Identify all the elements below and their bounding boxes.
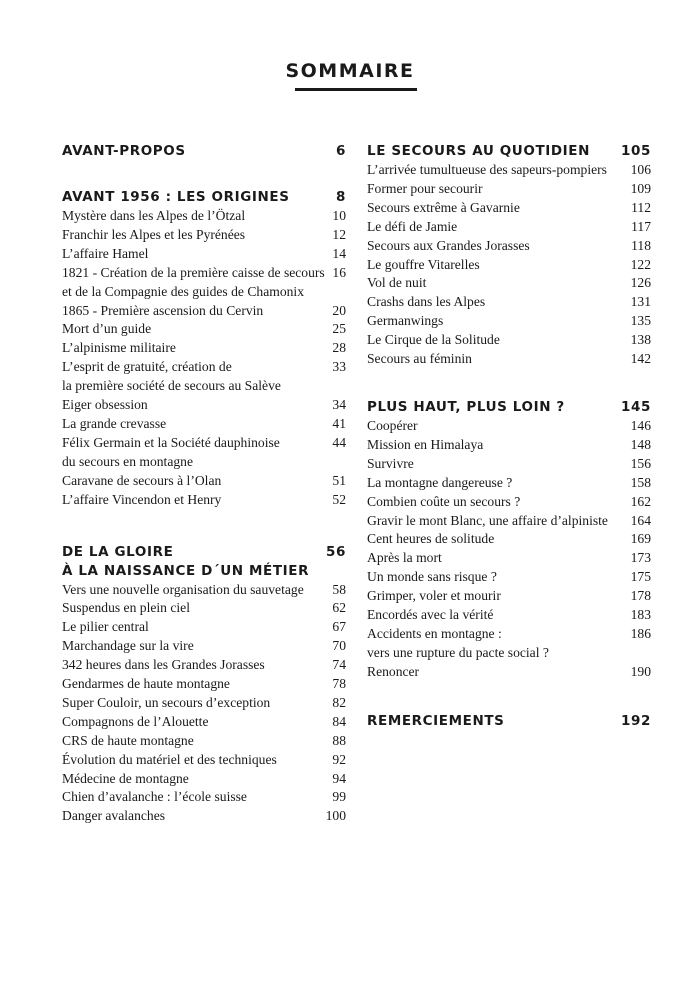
section-page: 6 bbox=[336, 143, 346, 159]
toc-entry-page: 142 bbox=[630, 351, 651, 367]
toc-entry[interactable] bbox=[62, 415, 346, 434]
toc-entry[interactable] bbox=[62, 618, 346, 637]
toc-entry-label: La grande crevasse bbox=[62, 415, 167, 431]
toc-entry-page: 82 bbox=[332, 694, 346, 710]
toc-entry-page: 183 bbox=[630, 607, 651, 623]
toc-entry-label: Mort d’un guide bbox=[62, 321, 152, 337]
toc-entry-page: 41 bbox=[332, 415, 346, 431]
toc-entry-page: 94 bbox=[332, 770, 346, 786]
toc-entry[interactable] bbox=[62, 637, 346, 656]
page-title: SOMMAIRE bbox=[285, 60, 415, 82]
toc-entry-page: 14 bbox=[332, 245, 346, 261]
toc-entry-label: Encordés avec la vérité bbox=[367, 607, 494, 623]
toc-entry-label: Secours aux Grandes Jorasses bbox=[367, 237, 530, 253]
toc-entry-label: Chien d’avalanche : l’école suisse bbox=[62, 789, 247, 805]
toc-entry[interactable] bbox=[62, 675, 346, 694]
toc-entry[interactable] bbox=[367, 180, 651, 199]
toc-entry-page: 62 bbox=[332, 600, 346, 616]
toc-entry-label: Caravane de secours à l’Olan bbox=[62, 472, 222, 488]
toc-entry-page: 84 bbox=[332, 713, 346, 729]
toc-entry-label: 342 heures dans les Grandes Jorasses bbox=[62, 657, 265, 673]
toc-entry[interactable] bbox=[367, 625, 651, 663]
toc-entry-label: L’alpinisme militaire bbox=[62, 340, 176, 356]
toc-right-column bbox=[367, 142, 651, 731]
toc-entry-page: 52 bbox=[332, 491, 346, 507]
toc-entry-page: 70 bbox=[332, 638, 346, 654]
toc-entry-page: 10 bbox=[332, 208, 346, 223]
toc-entry-label: Suspendus en plein ciel bbox=[62, 600, 190, 616]
toc-entry[interactable] bbox=[367, 331, 651, 350]
toc-entry-label: L’affaire Vincendon et Henry bbox=[62, 491, 222, 507]
toc-entry-page: 28 bbox=[332, 340, 346, 356]
section-origines[interactable] bbox=[62, 188, 346, 207]
toc-entry-page: 158 bbox=[630, 474, 651, 490]
toc-entry[interactable] bbox=[367, 606, 651, 625]
toc-entry-label: Germanwings bbox=[367, 313, 444, 329]
toc-entry-label: Super Couloir, un secours d’exception bbox=[62, 694, 271, 710]
toc-entry[interactable] bbox=[367, 218, 651, 237]
toc-entry[interactable] bbox=[62, 694, 346, 713]
toc-entry[interactable] bbox=[367, 417, 651, 436]
toc-entry-label: Mission en Himalaya bbox=[367, 436, 484, 452]
toc-entry-label: Coopérer bbox=[367, 417, 418, 433]
toc-entry-label: Vol de nuit bbox=[367, 275, 427, 291]
toc-entry-label: Secours au féminin bbox=[367, 351, 472, 367]
toc-entry[interactable] bbox=[62, 713, 346, 732]
toc-entry-label: L’affaire Hamel bbox=[62, 245, 149, 261]
toc-entry-label: L’arrivée tumultueuse des sapeurs-pompiers bbox=[367, 162, 607, 177]
toc-entry-page: 118 bbox=[631, 237, 651, 253]
toc-entry[interactable] bbox=[62, 245, 346, 264]
toc-entry[interactable] bbox=[62, 358, 346, 396]
toc-entry-label: La montagne dangereuse ? bbox=[367, 474, 513, 490]
toc-entry[interactable] bbox=[367, 312, 651, 331]
toc-entry[interactable] bbox=[367, 663, 651, 682]
toc-entry[interactable] bbox=[367, 512, 651, 531]
toc-entry[interactable] bbox=[62, 207, 346, 226]
toc-entry-page: 33 bbox=[332, 359, 346, 375]
toc-entry[interactable] bbox=[62, 770, 346, 789]
toc-entry-page: 109 bbox=[630, 180, 651, 196]
toc-entry-page: 44 bbox=[332, 434, 346, 450]
section-quotidien[interactable] bbox=[367, 142, 651, 161]
toc-entry-label: Cent heures de solitude bbox=[367, 531, 495, 547]
toc-entry[interactable] bbox=[62, 396, 346, 415]
toc-entry[interactable] bbox=[62, 732, 346, 751]
toc-entry-page: 78 bbox=[332, 676, 346, 692]
toc-entry[interactable] bbox=[367, 568, 651, 587]
toc-entry[interactable] bbox=[367, 530, 651, 549]
toc-entry-label: Franchir les Alpes et les Pyrénées bbox=[62, 226, 246, 242]
toc-entry[interactable] bbox=[367, 256, 651, 275]
toc-entry-page: 99 bbox=[332, 789, 346, 805]
toc-entry-label: Après la mort bbox=[367, 550, 442, 566]
toc-entry[interactable] bbox=[62, 581, 346, 600]
section-label: DE LA GLOIRE À LA NAISSANCE D´UN MÉTIER bbox=[62, 543, 310, 579]
toc-entry-page: 74 bbox=[332, 657, 346, 673]
section-label: REMERCIEMENTS bbox=[367, 712, 505, 729]
toc-entry-label: Combien coûte un secours ? bbox=[367, 493, 521, 509]
toc-entry-page: 131 bbox=[630, 294, 651, 310]
toc-entry-label: Le gouffre Vitarelles bbox=[367, 256, 480, 272]
section-page: 56 bbox=[326, 543, 346, 560]
toc-entry-label: Le pilier central bbox=[62, 619, 149, 635]
toc-entry[interactable] bbox=[367, 455, 651, 474]
toc-entry-page: 169 bbox=[630, 531, 651, 547]
toc-entry-label: Vers une nouvelle organisation du sauvetage bbox=[62, 581, 304, 597]
section-gloire[interactable] bbox=[62, 543, 346, 581]
section-page: 145 bbox=[621, 398, 651, 415]
toc-entry-label: Félix Germain et la Société dauphinoise du secours en montagne bbox=[62, 434, 280, 469]
toc-entry-label: Crashs dans les Alpes bbox=[367, 294, 486, 310]
section-remerciements[interactable] bbox=[367, 712, 651, 731]
section-page: 192 bbox=[621, 712, 651, 729]
toc-entry-label: Le défi de Jamie bbox=[367, 218, 458, 234]
toc-entry-label: Former pour secourir bbox=[367, 180, 483, 196]
toc-left-column bbox=[62, 142, 346, 826]
toc-entry[interactable] bbox=[62, 320, 346, 339]
toc-entry-label: Médecine de montagne bbox=[62, 770, 189, 786]
toc-entry-page: 173 bbox=[630, 550, 651, 566]
toc-entry-label: Survivre bbox=[367, 455, 414, 471]
toc-entry[interactable] bbox=[367, 436, 651, 455]
section-label: LE SECOURS AU QUOTIDIEN bbox=[367, 143, 591, 159]
toc-entry[interactable] bbox=[367, 493, 651, 512]
toc-entry-page: 20 bbox=[332, 302, 346, 318]
toc-entry[interactable] bbox=[367, 549, 651, 568]
toc-entry-page: 25 bbox=[332, 321, 346, 337]
toc-entry[interactable] bbox=[62, 339, 346, 358]
toc-entry-page: 175 bbox=[630, 569, 651, 585]
section-label: PLUS HAUT, PLUS LOIN ? bbox=[367, 398, 565, 415]
toc-entry[interactable] bbox=[62, 656, 346, 675]
toc-entry[interactable] bbox=[62, 264, 346, 302]
toc-entry-page: 178 bbox=[630, 588, 651, 604]
toc-entry-label: Mystère dans les Alpes de l’Ötzal bbox=[62, 208, 246, 223]
toc-entry[interactable] bbox=[62, 226, 346, 245]
entries-quotidien bbox=[367, 161, 651, 369]
toc-entry-page: 135 bbox=[630, 313, 651, 329]
toc-entry-page: 106 bbox=[630, 162, 651, 177]
entries-origines bbox=[62, 207, 346, 510]
toc-entry-label: Évolution du matériel et des techniques bbox=[62, 751, 277, 767]
toc-entry[interactable] bbox=[367, 587, 651, 606]
toc-entry-label: 1821 - Création de la première caisse de secours et de la Compagnie des guides de Chamonix bbox=[62, 264, 325, 299]
section-page: 105 bbox=[621, 143, 651, 159]
section-plus-haut[interactable] bbox=[367, 398, 651, 417]
toc-entry-page: 92 bbox=[332, 751, 346, 767]
toc-entry-page: 88 bbox=[332, 732, 346, 748]
toc-entry[interactable] bbox=[367, 237, 651, 256]
toc-entry-label: Grimper, voler et mourir bbox=[367, 588, 501, 604]
toc-entry[interactable] bbox=[62, 491, 346, 510]
toc-entry-page: 122 bbox=[630, 256, 651, 272]
toc-entry-label: Compagnons de l’Alouette bbox=[62, 713, 209, 729]
toc-entry[interactable] bbox=[62, 302, 346, 321]
toc-entry-label: Eiger obsession bbox=[62, 397, 148, 413]
toc-entry-page: 146 bbox=[630, 417, 651, 433]
toc-entry-page: 148 bbox=[630, 436, 651, 452]
toc-entry-page: 186 bbox=[630, 625, 651, 641]
toc-entry-page: 117 bbox=[631, 218, 651, 234]
title-underline bbox=[295, 88, 417, 91]
toc-entry[interactable] bbox=[367, 161, 651, 180]
toc-entry-label: Danger avalanches bbox=[62, 808, 166, 824]
section-page: 8 bbox=[336, 189, 346, 205]
toc-entry-label: Le Cirque de la Solitude bbox=[367, 332, 500, 348]
toc-entry[interactable] bbox=[367, 350, 651, 369]
toc-entry[interactable] bbox=[367, 274, 651, 293]
toc-entry[interactable] bbox=[62, 472, 346, 491]
toc-entry-page: 162 bbox=[630, 493, 651, 509]
toc-entry-page: 51 bbox=[332, 472, 346, 488]
toc-entry-label: CRS de haute montagne bbox=[62, 732, 194, 748]
toc-entry-label: Gendarmes de haute montagne bbox=[62, 676, 230, 692]
toc-entry-page: 164 bbox=[630, 512, 651, 528]
toc-entry-page: 156 bbox=[630, 455, 651, 471]
toc-entry-page: 112 bbox=[631, 199, 651, 215]
toc-entry-page: 34 bbox=[332, 397, 346, 413]
toc-entry-label: Renoncer bbox=[367, 663, 420, 679]
entries-gloire bbox=[62, 581, 346, 827]
toc-entry-page: 126 bbox=[630, 275, 651, 291]
toc-entry[interactable] bbox=[62, 751, 346, 770]
toc-entry-page: 12 bbox=[332, 226, 346, 242]
toc-entry[interactable] bbox=[367, 293, 651, 312]
toc-entry[interactable] bbox=[367, 474, 651, 493]
toc-entry-label: L’esprit de gratuité, création de la première société de secours au Salève bbox=[62, 359, 281, 394]
toc-entry-label: Accidents en montagne : vers une rupture du pacte social ? bbox=[367, 625, 549, 660]
section-label: AVANT-PROPOS bbox=[62, 143, 186, 159]
toc-entry[interactable] bbox=[62, 599, 346, 618]
toc-entry-page: 67 bbox=[332, 619, 346, 635]
toc-entry-page: 58 bbox=[332, 581, 346, 597]
toc-entry-page: 190 bbox=[630, 663, 651, 679]
toc-entry[interactable] bbox=[62, 807, 346, 826]
toc-entry-label: Gravir le mont Blanc, une affaire d’alpiniste bbox=[367, 512, 608, 528]
toc-entry-label: 1865 - Première ascension du Cervin bbox=[62, 302, 264, 318]
toc-entry[interactable] bbox=[62, 434, 346, 472]
section-avant-propos[interactable] bbox=[62, 142, 346, 161]
toc-entry-page: 100 bbox=[325, 808, 346, 824]
toc-entry-page: 16 bbox=[332, 264, 346, 280]
toc-entry[interactable] bbox=[367, 199, 651, 218]
toc-entry-label: Marchandage sur la vire bbox=[62, 638, 194, 654]
toc-entry-page: 138 bbox=[630, 332, 651, 348]
entries-plus-haut bbox=[367, 417, 651, 682]
toc-entry-label: Un monde sans risque ? bbox=[367, 569, 497, 585]
section-label: AVANT 1956 : LES ORIGINES bbox=[62, 189, 290, 205]
toc-entry-label: Secours extrême à Gavarnie bbox=[367, 199, 520, 215]
toc-entry[interactable] bbox=[62, 788, 346, 807]
